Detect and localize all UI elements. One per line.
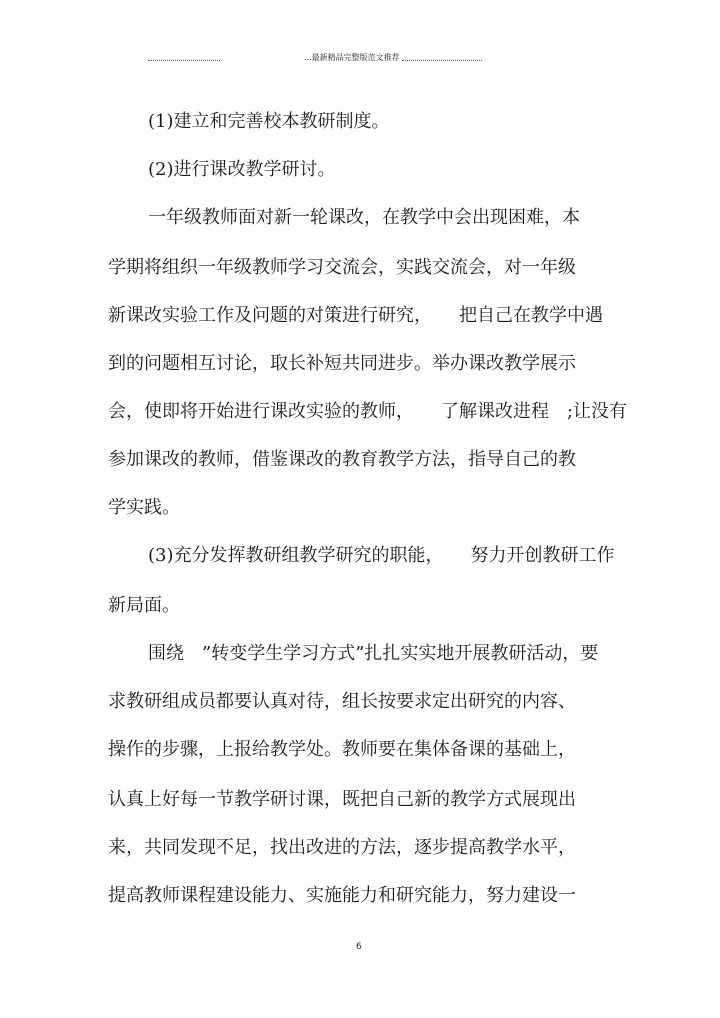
text-line: 一年级教师面对新一轮课改，在教学中会出现困难，本 [148, 207, 580, 228]
text-line: 提高教师课程建设能力、实施能力和研究能力，努力建设一 [108, 885, 576, 906]
text-line: (3)充分发挥教研组教学研究的职能， 努力开创教研工作 [148, 545, 615, 566]
header-title: ...最新精品完整版范文推荐 [304, 52, 400, 62]
text-line: 学期将组织一年级教师学习交流会，实践交流会，对一年级 [108, 257, 576, 278]
text-line: 参加课改的教师，借鉴课改的教育教学方法，指导自己的教 [108, 449, 576, 470]
text-line: 认真上好每一节教学研讨课，既把自己新的教学方式展现出 [108, 789, 576, 810]
header-dotted-rule-right [402, 60, 482, 61]
text-line: 围绕 ”转变学生学习方式”扎扎实实地开展教研活动，要 [148, 643, 599, 664]
text-line: 到的问题相互讨论，取长补短共同进步。举办课改教学展示 [108, 353, 576, 374]
text-line: 新课改实验工作及问题的对策进行研究， 把自己在教学中遇 [108, 305, 603, 326]
text-line: 新局面。 [108, 595, 180, 616]
text-line: 学实践。 [108, 497, 180, 518]
text-line: (2)进行课改教学研讨。 [148, 159, 336, 180]
page-number: 6 [356, 942, 362, 952]
text-line: 操作的步骤，上报给教学处。教师要在集体备课的基础上， [108, 739, 576, 760]
header-dotted-rule-left [148, 60, 220, 61]
text-line: (1)建立和完善校本教研制度。 [148, 111, 390, 132]
page-header [148, 50, 482, 64]
text-line: 求教研组成员都要认真对待，组长按要求定出研究的内容、 [108, 691, 576, 712]
text-line: 来，共同发现不足，找出改进的方法，逐步提高教学水平， [108, 837, 576, 858]
text-line: 会，使即将开始进行课改实验的教师， 了解课改进程 ;让没有 [108, 401, 628, 422]
